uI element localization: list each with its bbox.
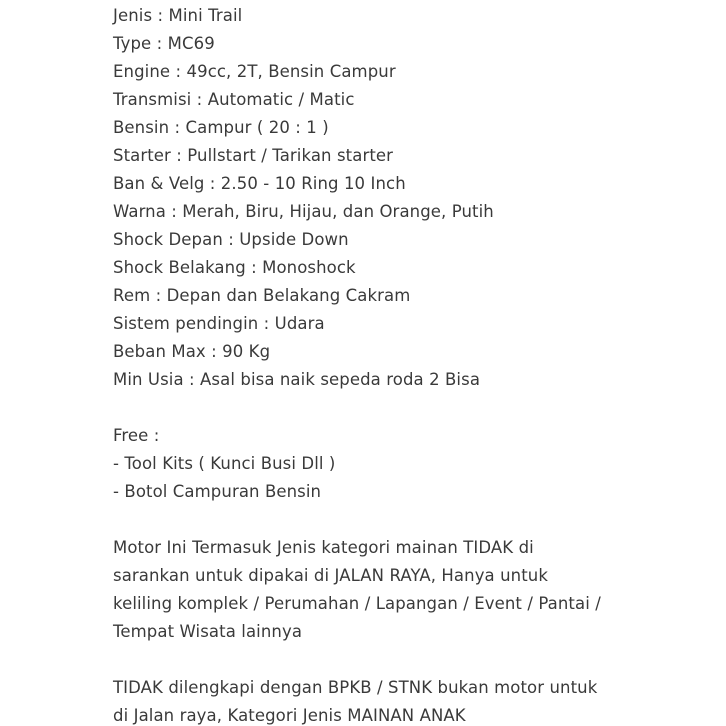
free-heading: Free : (113, 426, 160, 445)
blank-line (113, 506, 713, 534)
blank-line (113, 394, 713, 422)
spec-jenis: Jenis : Mini Trail (113, 6, 243, 25)
notice-1-line: Motor Ini Termasuk Jenis kategori mainan TIDAK di (113, 538, 534, 557)
notice-1-line: Tempat Wisata lainnya (113, 622, 303, 641)
spec-shock-depan: Shock Depan : Upside Down (113, 230, 349, 249)
notice-2-line: TIDAK dilengkapi dengan BPKB / STNK bukan motor untuk (113, 678, 598, 697)
spec-beban-max: Beban Max : 90 Kg (113, 342, 271, 361)
spec-type: Type : MC69 (113, 34, 215, 53)
notice-paragraph-1 (113, 534, 713, 646)
notice-paragraph-2 (113, 674, 713, 726)
spec-transmisi: Transmisi : Automatic / Matic (113, 90, 355, 109)
spec-warna: Warna : Merah, Biru, Hijau, dan Orange, Putih (113, 202, 494, 221)
blank-line (113, 646, 713, 674)
notice-2-line: di Jalan raya, Kategori Jenis MAINAN ANAK (113, 706, 466, 725)
notice-1-line: keliling komplek / Perumahan / Lapangan / Event / Pantai / (113, 594, 601, 613)
product-description (113, 2, 713, 726)
spec-engine: Engine : 49cc, 2T, Bensin Campur (113, 62, 396, 81)
free-item-tool-kits: - Tool Kits ( Kunci Busi Dll ) (113, 454, 336, 473)
notice-1-line: sarankan untuk dipakai di JALAN RAYA, Hanya untuk (113, 566, 549, 585)
free-section (113, 422, 713, 506)
spec-rem: Rem : Depan dan Belakang Cakram (113, 286, 411, 305)
spec-ban-velg: Ban & Velg : 2.50 - 10 Ring 10 Inch (113, 174, 406, 193)
spec-sistem-pendingin: Sistem pendingin : Udara (113, 314, 325, 333)
spec-starter: Starter : Pullstart / Tarikan starter (113, 146, 394, 165)
spec-bensin: Bensin : Campur ( 20 : 1 ) (113, 118, 329, 137)
spec-list (113, 2, 713, 394)
free-item-botol: - Botol Campuran Bensin (113, 482, 322, 501)
spec-min-usia: Min Usia : Asal bisa naik sepeda roda 2 Bisa (113, 370, 481, 389)
spec-shock-belakang: Shock Belakang : Monoshock (113, 258, 356, 277)
